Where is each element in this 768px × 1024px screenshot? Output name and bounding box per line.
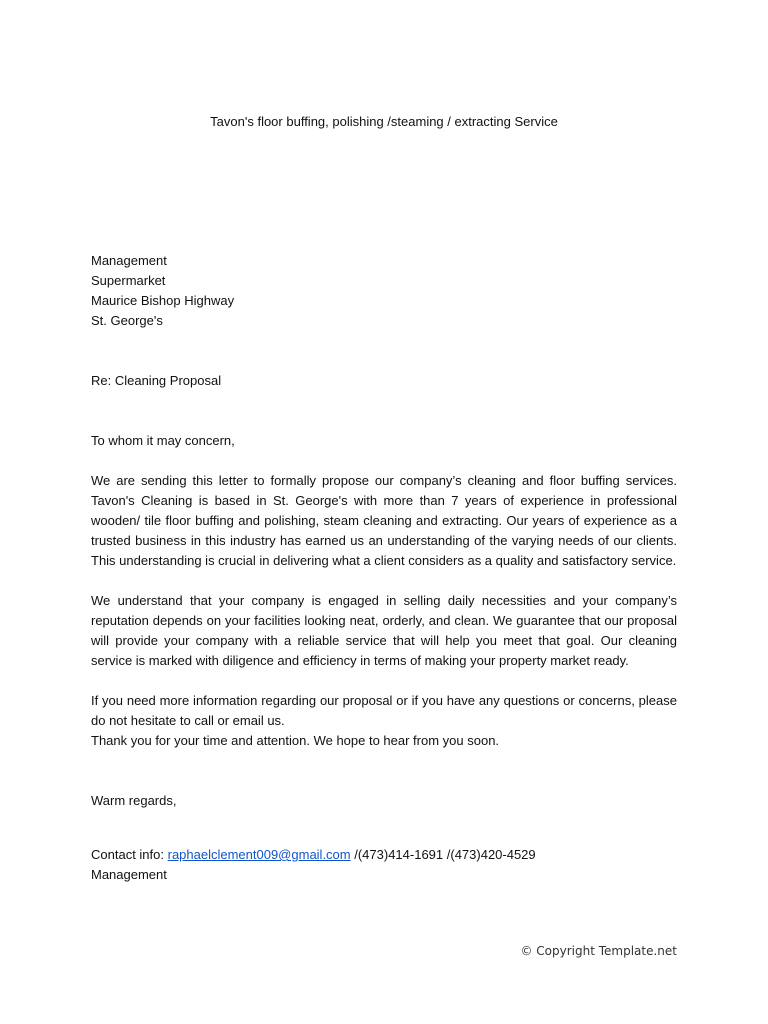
paragraph: We are sending this letter to formally propose our company’s cleaning and floor buffing services. Tavon's Cleaning is based in St. George's with more than 7 years of experience in professional wooden/ tile floor buffing and polishing, steam cleaning and extracting. Our years of experience as a trusted business in this industry has earned us an understanding of the varying needs of our clients. This understanding is crucial in delivering what a client considers as a quality and satisfactory service. — [91, 473, 677, 568]
email-link[interactable]: raphaelclement009@gmail.com — [167, 847, 351, 862]
recipient-line: Supermarket — [91, 273, 166, 288]
signature: Management — [91, 867, 167, 882]
recipient-line: Maurice Bishop Highway — [91, 293, 235, 308]
letter-body — [91, 251, 677, 885]
paragraph: We understand that your company is engaged in selling daily necessities and your company’s reputation depends on your facilities looking neat, orderly, and clean. We guarantee that our proposal will provide your company with a reliable service that will help you meet that goal. Our cleaning service is marked with diligence and efficiency in terms of making your property market ready. — [91, 593, 677, 668]
recipient-line: St. George's — [91, 313, 163, 328]
recipient-line: Management — [91, 253, 167, 268]
copyright-notice: © Copyright Template.net — [520, 944, 677, 958]
contact-phones: /(473)414-1691 /(473)420-4529 — [350, 847, 536, 862]
contact-info — [91, 845, 677, 865]
paragraph: If you need more information regarding our proposal or if you have any questions or concerns, please do not hesitate to call or email us. — [91, 693, 677, 728]
document-title: Tavon's floor buffing, polishing /steaming / extracting Service — [210, 114, 558, 129]
subject-line: Re: Cleaning Proposal — [91, 373, 222, 388]
contact-label: Contact info: — [91, 847, 168, 862]
recipient-address — [91, 251, 677, 331]
thanks-line: Thank you for your time and attention. We hope to hear from you soon. — [91, 733, 500, 748]
closing: Warm regards, — [91, 793, 177, 808]
salutation: To whom it may concern, — [91, 433, 235, 448]
